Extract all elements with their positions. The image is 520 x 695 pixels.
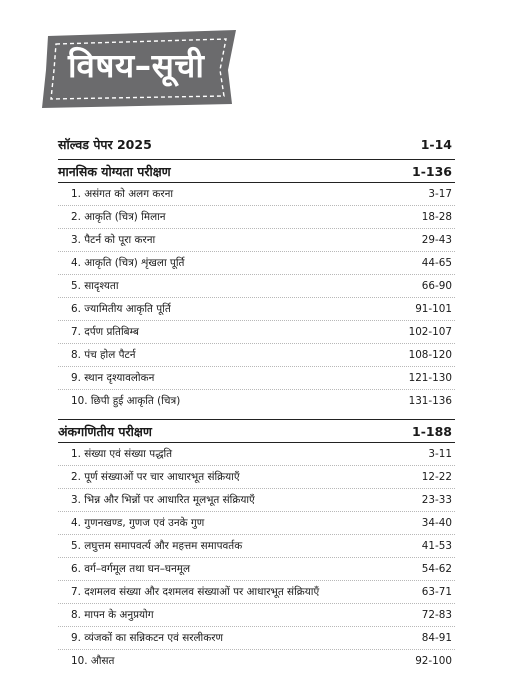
item-pages: 92-100 — [415, 655, 452, 667]
item-label: 2. पूर्ण संख्याओं पर चार आधारभूत संक्रियाएँ — [71, 471, 240, 483]
list-item[interactable] — [58, 183, 455, 206]
list-item[interactable] — [58, 443, 455, 466]
item-pages: 66-90 — [421, 280, 452, 292]
list-item[interactable] — [58, 321, 455, 344]
list-item[interactable] — [58, 390, 455, 412]
item-pages: 41-53 — [421, 540, 452, 552]
section-pages: 1-14 — [420, 136, 452, 152]
list-item[interactable] — [58, 229, 455, 252]
item-label: 3. पैटर्न को पूरा करना — [71, 234, 156, 246]
item-pages: 23-33 — [421, 494, 452, 506]
item-label: 4. आकृति (चित्र) शृंखला पूर्ति — [71, 257, 185, 269]
section-pages: 1-188 — [412, 423, 452, 439]
list-item[interactable] — [58, 627, 455, 650]
item-pages: 3-11 — [428, 448, 452, 460]
item-label: 10. औसत — [71, 655, 115, 667]
page-title: विषय–सूची — [68, 46, 205, 85]
item-label: 7. दशमलव संख्या और दशमलव संख्याओं पर आधारभूत संक्रियाएँ — [71, 586, 320, 598]
item-pages: 121-130 — [408, 372, 452, 384]
item-label: 9. स्थान दृश्यावलोकन — [71, 372, 155, 384]
item-pages: 34-40 — [421, 517, 452, 529]
list-item[interactable] — [58, 650, 455, 672]
list-item[interactable] — [58, 489, 455, 512]
item-label: 7. दर्पण प्रतिबिम्ब — [71, 326, 139, 338]
item-pages: 54-62 — [421, 563, 452, 575]
item-label: 6. वर्ग–वर्गमूल तथा घन–घनमूल — [71, 563, 191, 575]
item-label: 5. लघुत्तम समापवर्त्य और महत्तम समापवर्तक — [71, 540, 243, 552]
section-item-list — [58, 183, 455, 412]
list-item[interactable] — [58, 535, 455, 558]
title-banner — [40, 30, 240, 110]
item-pages: 18-28 — [421, 211, 452, 223]
list-item[interactable] — [58, 206, 455, 229]
list-item[interactable] — [58, 466, 455, 489]
item-label: 3. भिन्न और भिन्नों पर आधारित मूलभूत संक्रियाएँ — [71, 494, 255, 506]
item-pages: 84-91 — [421, 632, 452, 644]
section-arithmetic — [58, 419, 455, 672]
section-mental-ability — [58, 159, 455, 412]
item-label: 1. संख्या एवं संख्या पद्धति — [71, 448, 173, 460]
list-item[interactable] — [58, 581, 455, 604]
item-pages: 102-107 — [408, 326, 452, 338]
item-label: 8. मापन के अनुप्रयोग — [71, 609, 154, 621]
section-header[interactable] — [58, 420, 455, 443]
item-pages: 131-136 — [408, 395, 452, 407]
item-pages: 3-17 — [428, 188, 452, 200]
item-pages: 108-120 — [408, 349, 452, 361]
item-label: 5. सादृश्यता — [71, 280, 119, 292]
section-title: मानसिक योग्यता परीक्षण — [58, 163, 171, 179]
section-pages: 1-136 — [412, 163, 452, 179]
list-item[interactable] — [58, 275, 455, 298]
item-label: 9. व्यंजकों का सन्निकटन एवं सरलीकरण — [71, 632, 223, 644]
list-item[interactable] — [58, 367, 455, 390]
item-label: 2. आकृति (चित्र) मिलान — [71, 211, 166, 223]
list-item[interactable] — [58, 298, 455, 321]
section-title: अंकगणितीय परीक्षण — [58, 423, 152, 439]
section-solved-paper — [58, 133, 455, 155]
item-label: 6. ज्यामितीय आकृति पूर्ति — [71, 303, 171, 315]
section-header[interactable] — [58, 133, 455, 155]
table-of-contents — [58, 133, 455, 672]
item-pages: 63-71 — [421, 586, 452, 598]
section-title: सॉल्वड पेपर 2025 — [58, 136, 152, 152]
list-item[interactable] — [58, 252, 455, 275]
item-pages: 29-43 — [421, 234, 452, 246]
section-header[interactable] — [58, 160, 455, 183]
list-item[interactable] — [58, 512, 455, 535]
item-pages: 12-22 — [421, 471, 452, 483]
item-label: 10. छिपी हुई आकृति (चित्र) — [71, 395, 181, 407]
list-item[interactable] — [58, 558, 455, 581]
item-pages: 72-83 — [421, 609, 452, 621]
item-pages: 91-101 — [415, 303, 452, 315]
item-label: 8. पंच होल पैटर्न — [71, 349, 136, 361]
list-item[interactable] — [58, 604, 455, 627]
section-item-list — [58, 443, 455, 672]
list-item[interactable] — [58, 344, 455, 367]
item-pages: 44-65 — [421, 257, 452, 269]
item-label: 1. असंगत को अलग करना — [71, 188, 174, 200]
item-label: 4. गुणनखण्ड, गुणज एवं उनके गुण — [71, 517, 205, 529]
